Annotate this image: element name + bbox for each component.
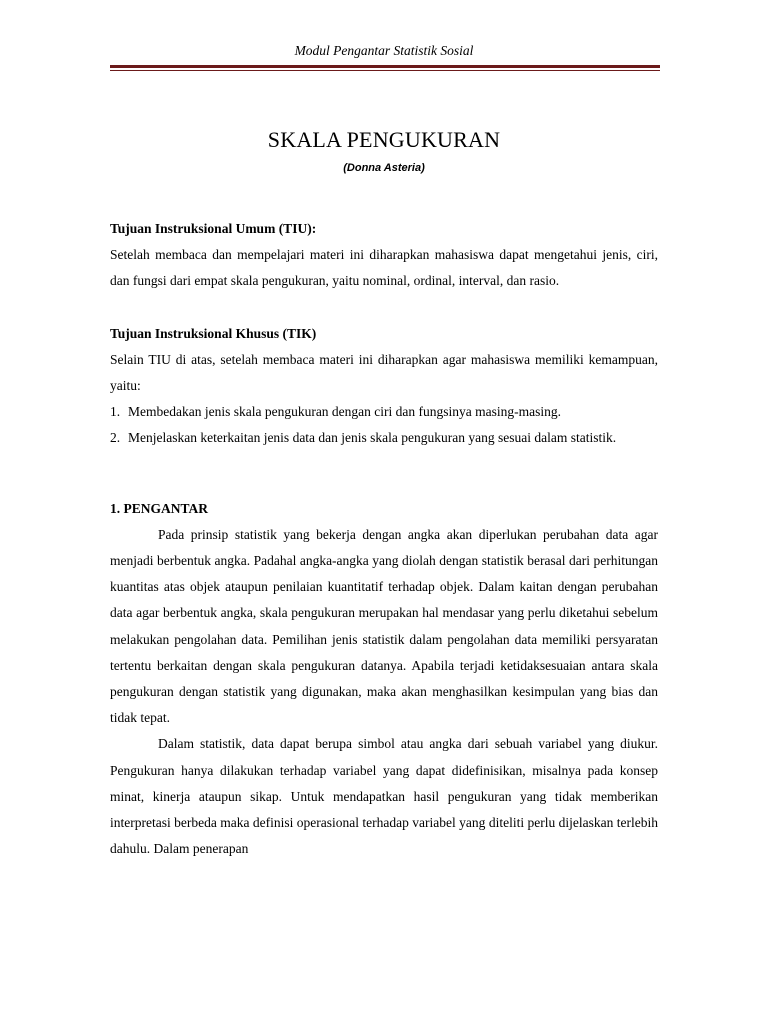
list-number: 1. [110,404,121,420]
header-rule-thin [110,70,660,71]
running-header: Modul Pengantar Statistik Sosial [294,43,474,58]
list-text: Membedakan jenis skala pengukuran dengan ciri dan fungsinya masing-masing. [128,404,562,420]
list-text: Menjelaskan keterkaitan jenis data dan jenis skala pengukuran yang sesuai dalam statistik. [128,430,617,446]
body-paragraph: Dalam statistik, data dapat berupa simbol atau angka dari sebuah variabel yang diukur. Pengukuran hanya dilakukan terhadap variabel yang dapat didefinisikan, misalnya pada konsep minat, kinerja ataupun sikap. Untuk mendapatkan hasil pengukuran yang tidak memberikan interpretasi berbeda maka definisi operasional terhadap variabel yang diteliti perlu dijelaskan terlebih dahulu. Dalam penerapan [110,736,658,857]
tiu-heading: Tujuan Instruksional Umum (TIU): [110,221,317,236]
header-rule-thick [110,65,660,68]
spacer [110,295,658,321]
document-title: SKALA PENGUKURAN [267,127,501,152]
spacer [110,452,658,496]
tik-list-item [110,425,658,451]
document-body [110,216,658,862]
tik-list-item [110,399,658,425]
section-heading: 1. PENGANTAR [110,500,209,516]
tiu-text: Setelah membaca dan mempelajari materi ini diharapkan mahasiswa dapat mengetahui jenis, ciri, dan fungsi dari empat skala pengukuran, yaitu nominal, ordinal, interval, dan rasio. [110,247,658,289]
list-number: 2. [110,430,121,446]
document-author: (Donna Asteria) [343,162,425,174]
tik-heading: Tujuan Instruksional Khusus (TIK) [110,325,317,341]
tik-intro: Selain TIU di atas, setelah membaca materi ini diharapkan agar mahasiswa memiliki kemampuan, yaitu: [110,351,658,394]
body-paragraph: Pada prinsip statistik yang bekerja dengan angka akan diperlukan perubahan data agar menjadi berbentuk angka. Padahal angka-angka yang diolah dengan statistik berasal dari perhitungan kuantitas atas objek ataupun penilaian kuantitatif terhadap objek. Dalam kaitan dengan perubahan data agar berbentuk angka, skala pengukuran merupakan hal mendasar yang perlu diketahui sebelum melakukan pengolahan data. Pemilihan jenis statistik dalam pengolahan data memiliki persyaratan tertentu berkaitan dengan skala pengukuran datanya. Apabila terjadi ketidaksesuaian antara skala pengukuran dengan statistik yang digunakan, maka akan menghasilkan kesimpulan yang bias dan tidak tepat. [110,526,658,726]
